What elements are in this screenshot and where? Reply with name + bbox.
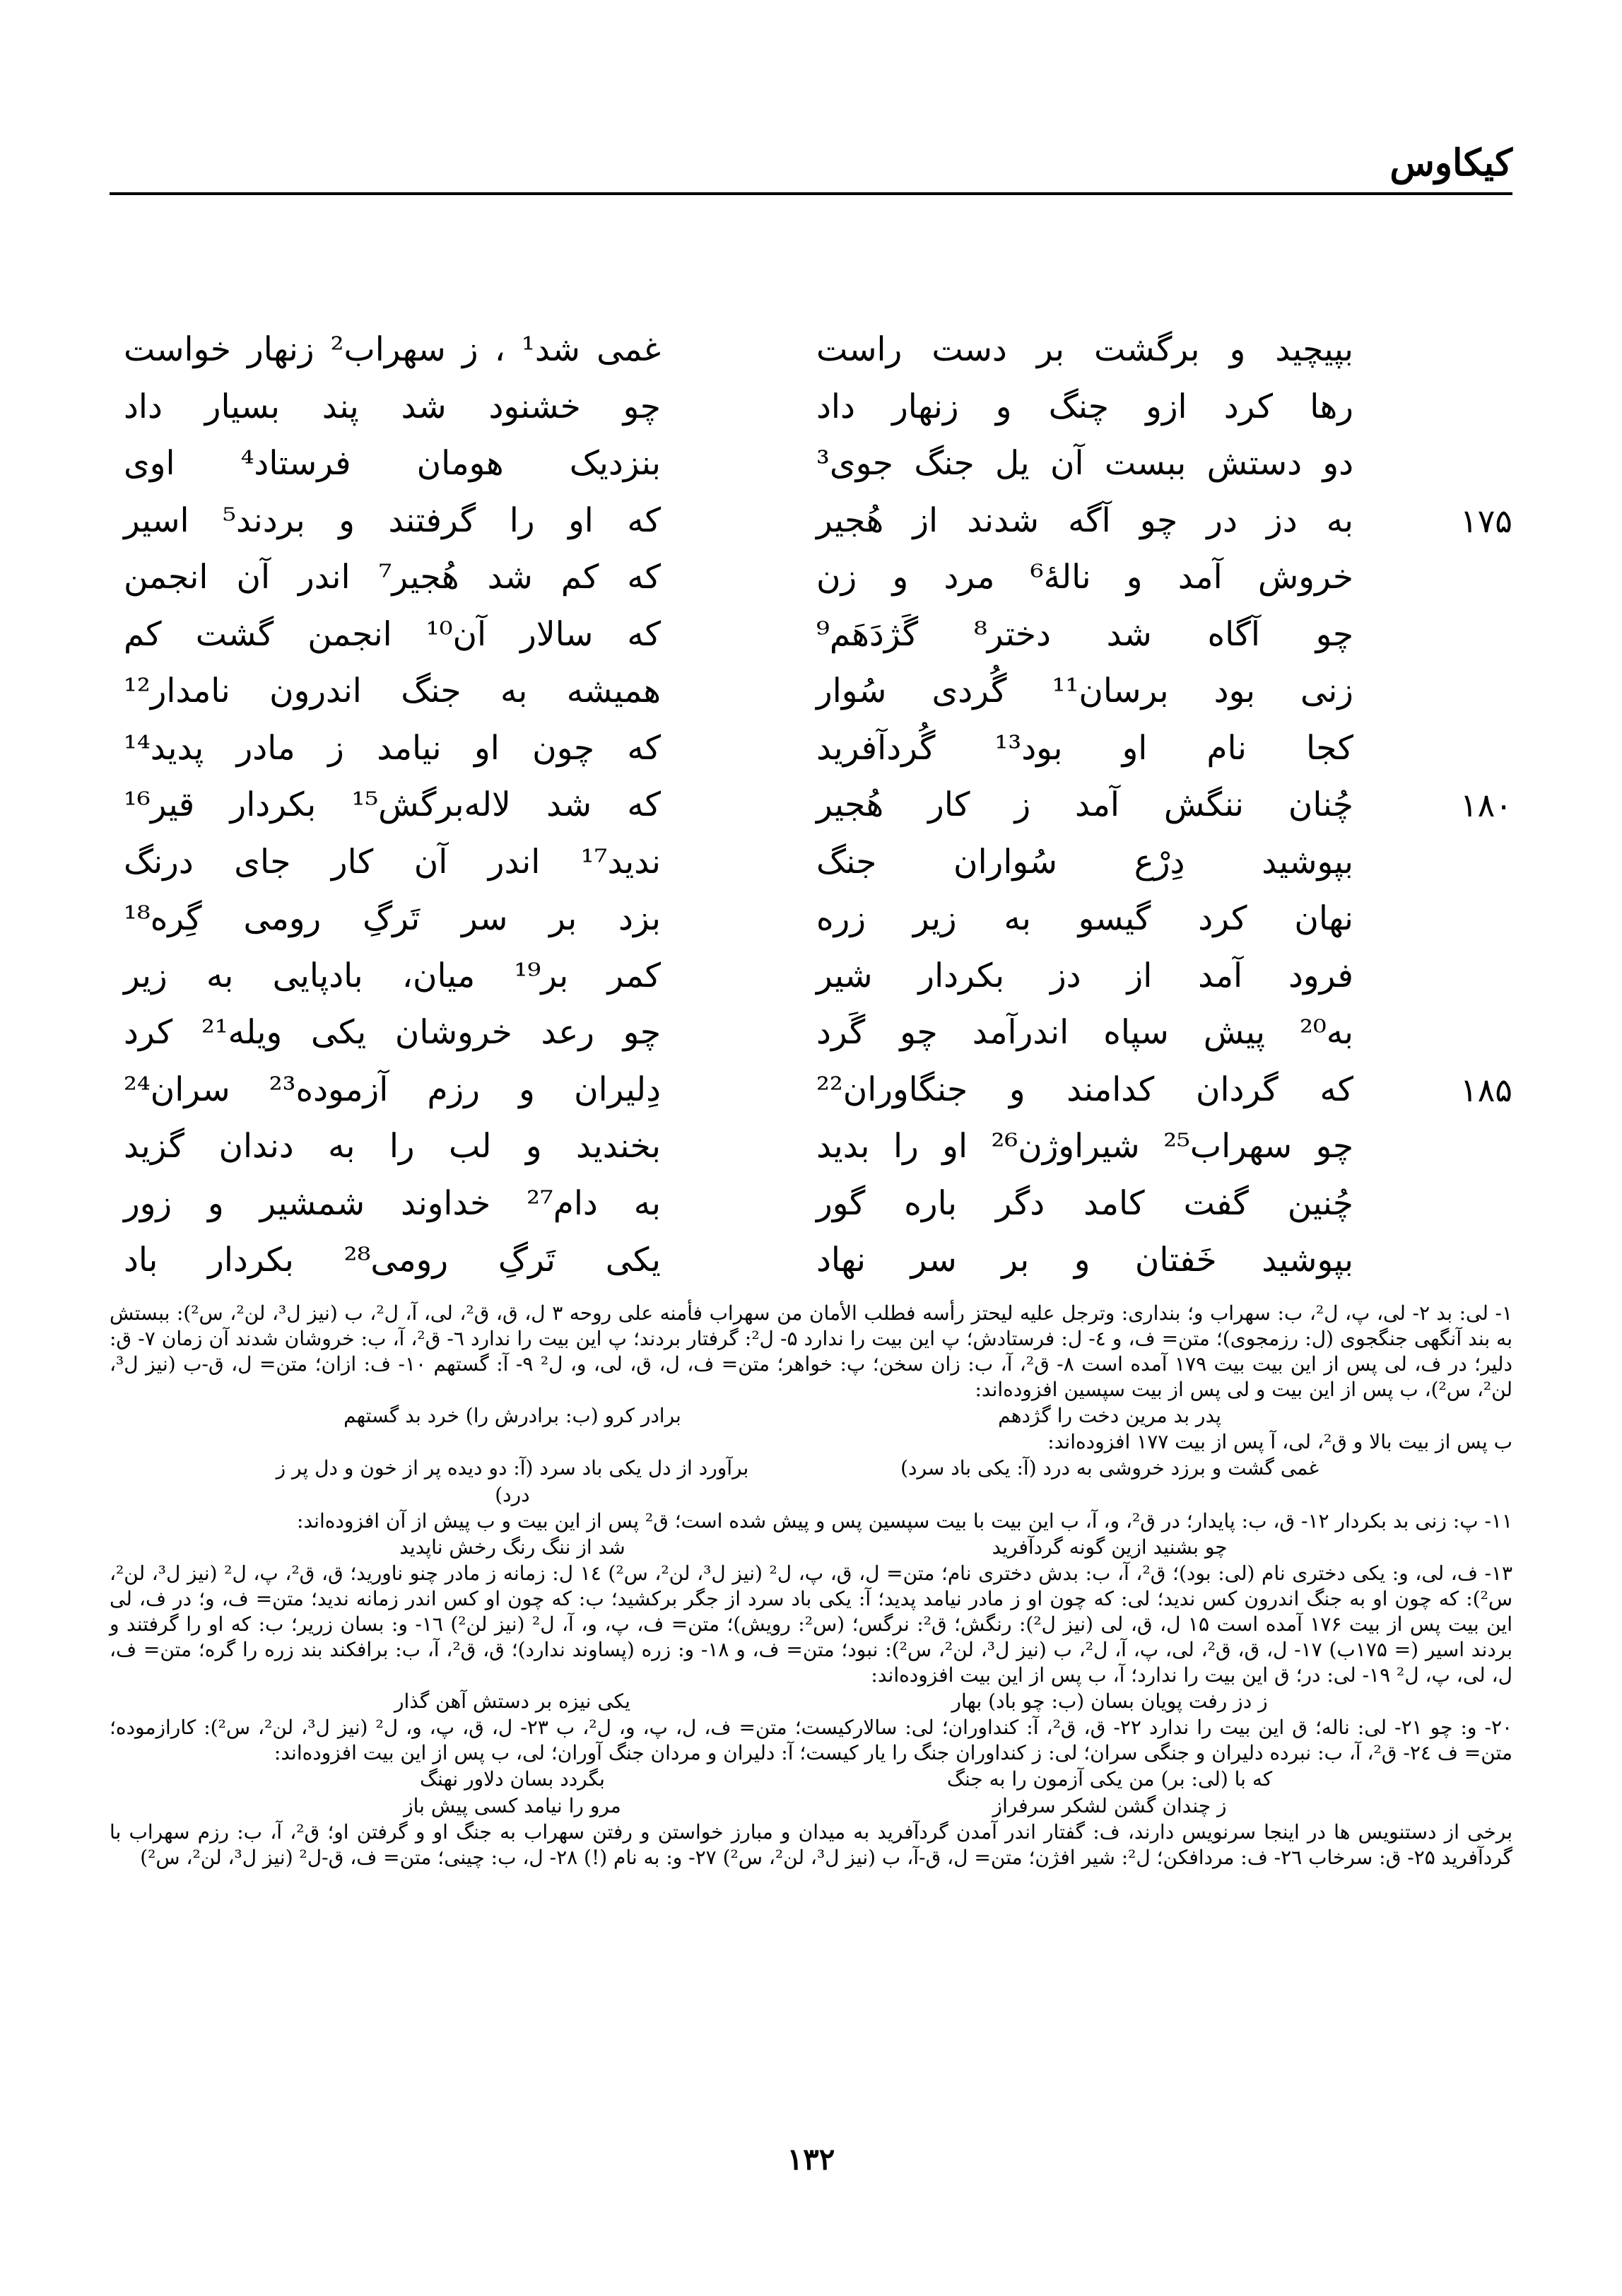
- footnote-hemistich-first: ز دز رفت پویان بسان (ب: چو باد) بهار: [951, 1689, 1268, 1713]
- header-rule: [110, 192, 1512, 195]
- hemistich-first: بپوشید دِرْع سُواران جنگ: [816, 842, 1353, 882]
- line-number: ۱۸۰: [1459, 786, 1512, 824]
- running-head: کیکاوس: [1389, 141, 1512, 184]
- hemistich-second: همیشه به جنگ اندرون نامدار¹²: [124, 672, 661, 710]
- verse-row: [0, 1232, 1622, 1289]
- footnote-hemistich-second: یکی نیزه بر دستش آهن گذار: [394, 1689, 630, 1713]
- hemistich-first: چو آگاه شد دختر⁸ گَژدَهَم⁹: [816, 614, 1353, 654]
- hemistich-second: که چون او نیامد ز مادر پدید¹⁴: [124, 728, 661, 768]
- hemistich-first: رها کرد ازو چنگ و زنهار داد: [816, 387, 1353, 426]
- line-number: ۱۷۵: [1459, 501, 1512, 540]
- footnote-paragraph: ۲۰- و: چو ۲۱- لی: ناله؛ ق این بیت را ندارد ۲۲- ق، ق²، آ: کنداوران؛ لی: سالارکیست؛ متن= ف، ل، پ، و، ل²، ب ۲۳- ل، ق، پ، و، ل² (نیز ل³، لن²، س²): کارازموده؛ متن= ف ٢٤- ق²، آ، ب: نبرده دلیران و جنگی سران؛ لی: ز کنداوران جنگ را یار کیست؛ آ: دلیران و مردان جنگ آوران؛ لی، ب پس از این بیت افزوده‌اند:: [110, 1716, 1513, 1764]
- line-number: ۱۸۵: [1459, 1070, 1512, 1109]
- footnote-hemistich-first: چو بشنید ازین گونه گردآفرید: [992, 1535, 1228, 1559]
- verse-row: [0, 607, 1622, 663]
- verse-row: [0, 435, 1622, 492]
- page-number: ۱۳۲: [787, 2142, 835, 2177]
- footnote-hemistich-first: غمی گشت و برزد خروشی به درد (آ: یکی باد سرد): [900, 1456, 1319, 1480]
- footnote-hemistich-second: مرو را نیامد کسی پیش باز: [404, 1794, 621, 1817]
- verse-row: [0, 1176, 1622, 1232]
- footnote-hemistich-first: ز چندان گشن لشکر سرفراز: [992, 1794, 1227, 1817]
- verse-row: [0, 493, 1622, 549]
- verse-row: [0, 777, 1622, 833]
- footnote-paragraph: ۱- لی: بد ۲- لی، پ، ل²، ب: سهراب و؛ بنداری: وترجل علیه لیحتز رأسه فطلب الأمان من سهراب فأمنه علی روحه ۳ ل، ق، ق²، لی، آ، ل²، ب (نیز ل³، لن²، س²): ببستش به بند آنگهی جنگجوی (ل: رزمجوی)؛ متن= ف، و ٤- ل: فرستادش؛ پ این بیت را ندارد ۵- ل²: گرفتار بردند؛ پ این بیت را ندارد ٦- ق²، آ، ب: خروشان شدند آن زمان ۷- ق: دلیر؛ در ف، لی پس از این بیت بیت ۱۷۹ آمده است ۸- ق²، آ، ب: زان سخن؛ پ: خواهر؛ متن= ف، ل، ق، لی، و، ل² ۹- آ: گستهم ۱۰- ف: ازان؛ متن= ل، ق-ب (نیز ل³، لن²، س²)، ب پس از این بیت و لی پس از بیت سپسین افزوده‌اند:: [110, 1301, 1512, 1401]
- hemistich-second: غمی شد¹ ، ز سهراب² زنهار خواست: [124, 330, 661, 369]
- verse-row: [0, 322, 1622, 378]
- footnote-paragraph: ۱۱- پ: زنی بد بکردار ۱۲- ق، ب: پایدار؛ در ق²، و، آ، ب این بیت با بیت سپسین پس و پیش شده است؛ ق² پس از این بیت و ب پیش از آن افزوده‌اند:: [297, 1509, 1512, 1533]
- footnote-hemistich-second: شد از ننگ رنگ رخش ناپدید: [399, 1535, 625, 1559]
- footnote-verse: [110, 1793, 1512, 1820]
- hemistich-first: چُنین گفت کامد دگر باره گور: [816, 1183, 1353, 1223]
- hemistich-first: کجا نام او بود¹³ گُردآفرید: [816, 728, 1354, 768]
- footnote-verse: [110, 1455, 1512, 1509]
- footnote-verse: [110, 1534, 1512, 1561]
- verse-row: [0, 891, 1622, 947]
- footnote-verse: [110, 1402, 1512, 1429]
- hemistich-second: بخندید و لب را به دندان گزید: [124, 1127, 661, 1166]
- hemistich-second: که او را گرفتند و بردند⁵ اسیر: [124, 500, 661, 540]
- hemistich-second: چو رعد خروشان یکی ویله²¹ کرد: [124, 1013, 661, 1052]
- footnote-hemistich-first: که با (لی: بر) من یکی آزمون را به جنگ: [946, 1767, 1273, 1791]
- hemistich-second: که سالار آن¹⁰ انجمن گشت کم: [124, 614, 662, 654]
- verse-row: [0, 379, 1622, 435]
- hemistich-second: چو خشنود شد پند بسیار داد: [124, 387, 661, 426]
- hemistich-first: دو دستش ببست آن یل جنگ جوی³: [816, 444, 1353, 483]
- hemistich-first: بپیچید و برگشت بر دست راست: [816, 330, 1353, 369]
- footnote-paragraph: برخی از دستنویس ها در اینجا سرنویس دارند، ف: گفتار اندر آمدن گردآفرید به میدان و مبارز خواستن و رفتن سهراب به جنگ او و گرفتن او؛ ق²، آ، ب: رزم سهراب با گردآفرید ۲۵- ق: سرخاب ۲٦- ف: مردافکن؛ ل²: شیر افژن؛ متن= ل، ق-آ، ب (نیز ل³، لن²، س²) ۲۷- و: به نام (!) ۲۸- ل، ب: چینی؛ متن= ف، ق-ل² (نیز ل³، لن²، س²): [110, 1820, 1512, 1869]
- footnote-paragraph: ۱۳- ف، لی، و: یکی دختری نام (لی: بود)؛ ق²، آ، ب: بدش دختری نام؛ متن= ل، ق، پ، ل² (نیز ل³، لن²، س²) ١٤ ل: زمانه ز مادر چنو ناورید؛ ق، ق²، پ، ل² (نیز ل³، لن²، س²): که چون او به جنگ اندرون کس ندید؛ لی: که چون او ز مادر نیامد پدید؛ آ: یکی باد سرد از جگر برکشید؛ ب: که چون او کس اندر زمانه ندید؛ متن= ف، و؛ در ف، لی این بیت پس از بیت ۱۷۶ آمده است ۱۵ ل، ق، لی (نیز ل²): رنگش؛ ق²: نرگس؛ (س²: رویش)؛ متن= ف، پ، و، آ، ل² (نیز لن²) ۱٦- و: بسان زریر؛ ب: که او را گرفتند و بردند اسیر (= ۱۷۵ب) ۱۷- ل، ق، ق²، لی، پ، آ، ل²، ب (نیز ل³، لن²، س²): نبود؛ متن= ف، و ۱۸- و: زره (پساوند ندارد)؛ ق، ق²، آ، ب: برافکند بند زره را گره؛ متن= ف، ل، لی، پ، ل² ۱۹- لی: در؛ ق این بیت را ندارد؛ آ، ب پس از این بیت افزوده‌اند:: [110, 1562, 1513, 1687]
- hemistich-second: ندید¹⁷ اندر آن کار جای درنگ: [124, 842, 661, 882]
- hemistich-second: که کم شد هُجیر⁷ اندر آن انجمن: [124, 558, 662, 597]
- verse-row: [0, 1118, 1622, 1175]
- hemistich-second: بنزدیک هومان فرستاد⁴ اوی: [124, 444, 661, 483]
- hemistich-first: چو سهراب²⁵ شیراوژن²⁶ او را بدید: [816, 1127, 1353, 1166]
- hemistich-second: بزد بر سر تَرگِ رومی گِره¹⁸: [124, 899, 661, 938]
- hemistich-first: به دز در چو آگه شدند از هُجیر: [816, 500, 1353, 540]
- hemistich-second: که شد لاله‌برگش¹⁵ بکردار قیر¹⁶: [124, 785, 661, 824]
- hemistich-first: نهان کرد گیسو به زیر زره: [816, 899, 1353, 938]
- verse-row: [0, 549, 1622, 606]
- footnote-hemistich-second: برادر کرو (ب: برادرش را) خرد بد گستهم: [343, 1404, 681, 1427]
- verse-row: [0, 1062, 1622, 1118]
- hemistich-first: به²⁰ پیش سپاه اندرآمد چو گَرد: [816, 1013, 1353, 1052]
- verse-row: [0, 1004, 1622, 1061]
- hemistich-first: خروش آمد و نالهٔ⁶ مرد و زن: [816, 558, 1353, 597]
- footnotes: [110, 1301, 1512, 1870]
- footnote-verse: [110, 1688, 1512, 1715]
- hemistich-second: یکی تَرگِ رومی²⁸ بکردار باد: [124, 1241, 661, 1279]
- hemistich-first: چُنان ننگش آمد ز کار هُجیر: [816, 785, 1353, 824]
- hemistich-second: دِلیران و رزم آزموده²³ سران²⁴: [124, 1070, 662, 1109]
- footnote-hemistich-second: برآورد از دل یکی باد سرد (آ: دو دیده پر از خون و دل پر ز درد): [276, 1456, 749, 1506]
- hemistich-first: زنی بود برسان¹¹ گُردی سُوار: [816, 672, 1353, 710]
- footnote-hemistich-first: پدر بد مرین دخت را گژدهم: [998, 1404, 1221, 1427]
- verse-row: [0, 663, 1622, 720]
- footnote-verse: [110, 1766, 1512, 1793]
- verse-row: [0, 948, 1622, 1004]
- hemistich-first: فرود آمد از دز بکردار شیر: [816, 956, 1353, 995]
- hemistich-first: که گردان کدامند و جنگاوران²²: [816, 1070, 1353, 1109]
- footnote-hemistich-second: بگردد بسان دلاور نهنگ: [419, 1767, 605, 1791]
- verse-row: [0, 720, 1622, 777]
- hemistich-second: کمر بر¹⁹ میان، بادپایی به زیر: [124, 956, 661, 995]
- footnote-paragraph: ب پس از بیت بالا و ق²، لی، آ پس از بیت ۱۷۷ افزوده‌اند:: [1047, 1430, 1512, 1453]
- hemistich-first: بپوشید خَفتان و بر سر نهاد: [816, 1241, 1353, 1279]
- hemistich-second: به دام²⁷ خداوند شمشیر و زور: [124, 1183, 661, 1223]
- verse-row: [0, 834, 1622, 891]
